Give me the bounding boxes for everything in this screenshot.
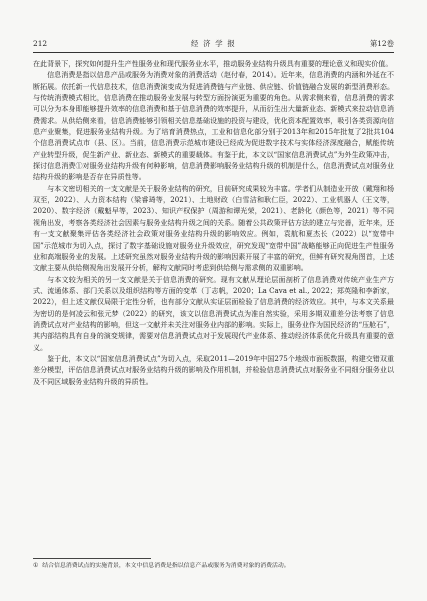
footnote-rule xyxy=(33,558,151,559)
running-header xyxy=(33,36,394,50)
paragraph: 在此背景下，探究如何提升生产性服务业和现代服务业水平，推动服务业结构升级具有重要的理论意义和现实价值。 xyxy=(33,59,393,68)
journal-title: 经 济 学 报 xyxy=(190,38,236,48)
footnote xyxy=(33,562,394,571)
page-number: 212 xyxy=(33,38,48,48)
footnote-mark: ① xyxy=(33,563,39,569)
paragraph: 与本文密切相关的一支文献是关于服务业结构的研究，目前研究成果较为丰富。学者们从制造业开放（戴翔和杨双至，2022）、人力资本结构（梁睿琦等，2021）、土地财政（白雪洁和耿仁臣，2022）、工业机器人（王文等，2020）、数字经济（戴魁早等，2023）、知识产权保护（周游和谭光荣，2021）、老龄化（颜色等，2021）等不同视角出发，考察各类经济社会因素与服务业结构升级之间的关系。随着公共政策评估方法的建立与完善，近年来，还有一支文献聚集评估各类经济社会政策对服务业结构升级的影响效应。例如，袁航和夏杰长（2022）以“宽带中国”示范城市为切入点，探讨了数字基础设施对服务业升级效应，研究发现“宽带中国”战略能够正向促进生产性服务业和高端服务业的发展。上述研究虽然对服务业结构升级的影响因素开展了丰富的研究，但鲜有研究视角图首，上述文献主要从供给侧视角出发展开分析，解构文献同时考虑到供给侧与需求侧的双重影响。 xyxy=(33,183,394,273)
footnote-text: 结合信息消费试点的实施背景，本文中信息消费是指以信息产品或服务为消费对象的消费活动。 xyxy=(42,563,290,569)
issue-label: 第12卷 xyxy=(369,38,394,48)
paragraph: 与本文较为相关的另一支文献是关于信息消费的研究。现有文献从理论层面剖析了信息消费对传统产业生产方式、流通体系、部门关系以及组织结构等方面的变革（丁志帆，2020；La Cava et al., 2022；郑英隆和李新家，2022），但上述文献仅局限于定性分析，也有部分文献从实证层面检验了信息消费的经济效应。其中，与本文关系最为密切的是何凌云和张元梦（2022）的研究，该文以信息消费试点为准自然实验，采用多期双重差分法考察了信息消费试点对产业结构的影响，但这一文献并未关注对服务业内部的影响。实际上，服务业作为国民经济的“压舱石”，其内部结构具有自身的演变规律，需要对信息消费试点对于发展现代产业体系、推动经济体系优化升级具有重要的意义。 xyxy=(33,274,394,352)
body-text xyxy=(33,58,394,387)
paragraph: 鉴于此，本文以“国家信息消费试点”为切入点，采取2011—2019年中国275个地级市面板数据，构建交错双重差分模型，评估信息消费试点对服务业结构升级的影响及作用机制，并检验信息消费试点对服务业不同细分服务业以及不同区域服务业结构升级的异质性。 xyxy=(33,353,394,386)
header-rule xyxy=(33,52,394,53)
paragraph: 信息消费是指以信息产品或服务为消费对象的消费活动（赵付春，2014）。近年来，信息消费的内涵和外延在不断拓展。依托新一代信息技术，信息消费演变成为促进消费链与产业链、供应链、价值链融合发展的新型消费形态。与传统消费模式相比，信息消费在推动服务业发展与转型方面扮演更为重要的角色。从需求侧来看，信息消费的需求可以分为本身即能够提升效率的信息消费和基于信息消费的效率提升，从而衍生出大量新业态、新模式来拉动信息消费需求。从供给侧来看，信息消费能够引领相关信息基础设施的投资与建设，优化资本配置效率，吸引各类资源向信息产业聚集，促进服务业结构升级。为了培育消费热点，工业和信息化部分别于2013年和2015年批复了2批共104个信息消费试点市（县、区）。当前，信息消费示范城市建设已经成为促进数字技术与实体经济深度融合，赋能传统产业转型升级，促生新产业、新业态、新模式的重要载体。有鉴于此，本文以“国家信息消费试点”为外生政策冲击，探讨信息消费①对服务业结构升级有何种影响，信息消费影响服务业结构升级的机制是什么，信息消费试点对服务业结构升级的影响是否存在异质性等。 xyxy=(33,70,394,182)
